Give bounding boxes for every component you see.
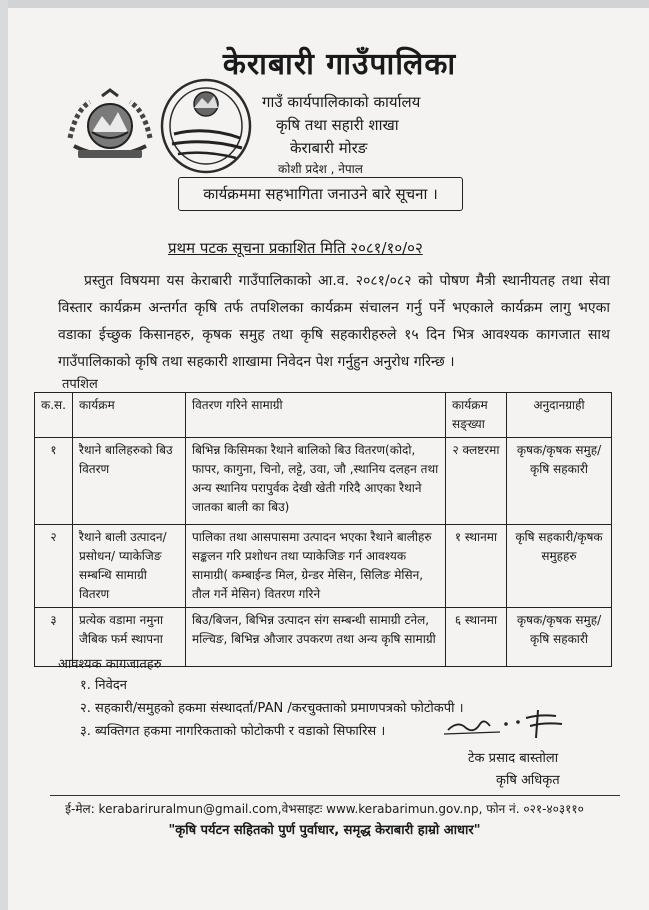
header-serial: क.स. bbox=[35, 393, 73, 438]
header-materials: वितरण गरिने सामाग्री bbox=[185, 393, 445, 438]
cell-materials: बिभिन्न किसिमका रैथाने बालिको बिउ वितरण(कोदो, फापर, कागुना, चिनो, लट्टे, उवा, जौ ,स्थानिय दलहन तथा अन्य स्थानिय परापुर्वक देखी खेती गरिदै आएका रैथाने जातका बाली का बिउ) bbox=[185, 438, 445, 525]
motto-line: "कृषि पर्यटन सहितको पुर्ण पुर्वाधार, समृद्ध केराबारी हाम्रो आधार" bbox=[168, 823, 481, 838]
signatory-name: टेक प्रसाद बास्तोला bbox=[468, 751, 559, 766]
notice-body: प्रस्तुत विषयमा यस केराबारी गाउँपालिकाको आ.व. २०८१/०८२ को पोषण मैत्री स्थानीयतह तथा सेवा विस्तार कार्यक्रम अन्तर्गत कृषि तर्फ तपशिलका कार्यक्रम संचालन गर्नु पर्ने भएकाले कार्यक्रम लागु भएका वडाका ईच्छुक किसानहरु, कृषक समुह तथा कृषि सहकारीहरुले १५ दिन भित्र आवश्यक कागजात साथ गाउँपालिकाको कृषि तथा सहकारी शाखामा निवेदन पेश गर्नुहुन अनुरोध गरिन्छ । bbox=[58, 273, 610, 370]
table-row bbox=[35, 438, 612, 525]
municipality-title: केराबारी गाउँपालिका bbox=[222, 47, 457, 82]
footer-divider bbox=[50, 795, 620, 796]
page-edge-top bbox=[0, 0, 649, 8]
office-seal-icon bbox=[160, 78, 252, 174]
nepal-emblem-icon bbox=[66, 88, 154, 164]
header-program: कार्यक्रम bbox=[72, 393, 185, 438]
publication-date: प्रथम पटक सूचना प्रकाशित मिति २०८१/१०/०२ bbox=[168, 239, 423, 257]
program-table bbox=[34, 392, 612, 667]
contact-line: ई-मेल: kerabariruralmun@gmail.com,वेभसाइटः www.kerabarimun.gov.np, फोन नं. ०२१-४०३११० bbox=[65, 802, 584, 816]
header-beneficiary: अनुदानग्राही bbox=[506, 393, 611, 438]
list-item: १. निवेदन bbox=[80, 678, 127, 693]
list-item: २. सहकारी/समुहको हकमा संस्थादर्ता/PAN /करचुक्ताको प्रमाणपत्रको फोटोकपी । bbox=[80, 701, 464, 716]
notice-subject: कार्यक्रममा सहभागिता जनाउने बारे सूचना । bbox=[178, 177, 463, 211]
cell-materials: बिउ/बिजन, बिभिन्न उत्पादन संग सम्बन्धी सामाग्री टनेल, मल्चिङ, बिभिन्न औजार उपकरण तथा अन्य कृषि सामाग्री bbox=[185, 608, 445, 667]
table-header-row bbox=[35, 393, 612, 438]
table-row bbox=[35, 525, 612, 608]
province-text: कोशी प्रदेश , नेपाल bbox=[278, 162, 363, 176]
cell-beneficiary: कृषक/कृषक समुह/कृषि सहकारी bbox=[506, 438, 611, 525]
cell-beneficiary: कृषक/कृषक समुह/कृषि सहकारी bbox=[506, 608, 611, 667]
cell-program: प्रत्येक वडामा नमुना जैबिक फर्म स्थापना bbox=[72, 608, 185, 667]
documents-list bbox=[80, 674, 464, 743]
signatory-post: कृषि अधिकृत bbox=[496, 773, 560, 788]
cell-serial: ३ bbox=[35, 608, 73, 667]
cell-count: १ स्थानमा bbox=[445, 525, 506, 608]
list-item: ३. ब्यक्तिगत हकमा नागरिकताको फोटोकपी र वडाको सिफारिस । bbox=[80, 724, 386, 739]
page-edge-left bbox=[0, 0, 8, 910]
cell-program: रैथाने बालिहरुको बिउ वितरण bbox=[72, 438, 185, 525]
handwritten-signature-icon bbox=[440, 702, 590, 742]
cell-program: रैथाने बाली उत्पादन/ प्रसोधन/ प्याकेजिङ सम्बन्धि सामाग्री वितरण bbox=[72, 525, 185, 608]
location-text: केराबारी मोरङ bbox=[290, 139, 368, 157]
table-caption: तपशिल bbox=[62, 377, 98, 392]
cell-serial: २ bbox=[35, 525, 73, 608]
cell-count: ६ स्थानमा bbox=[445, 608, 506, 667]
documents-title: आवश्यक कागजातहरु bbox=[58, 657, 162, 672]
header-count: कार्यक्रम सङ्ख्या bbox=[445, 393, 506, 438]
cell-count: २ क्लष्टरमा bbox=[445, 438, 506, 525]
cell-serial: १ bbox=[35, 438, 73, 525]
cell-materials: पालिका तथा आसपासमा उत्पादन भएका रैथाने बालीहरु सङ्कलन गरि प्रशोधन तथा प्याकेजिङ गर्न आवश्यक सामाग्री( कम्बाईन्ड मिल, ग्रेन्डर मेसिन, सिलिङ मेसिन, तौल गर्ने मेसिन) वितरण गरिने bbox=[185, 525, 445, 608]
office-name: गाउँ कार्यपालिकाको कार्यालय bbox=[262, 93, 421, 111]
branch-name: कृषि तथा सहारी शाखा bbox=[276, 116, 399, 134]
cell-beneficiary: कृषि सहकारी/कृषक समुहहरु bbox=[506, 525, 611, 608]
